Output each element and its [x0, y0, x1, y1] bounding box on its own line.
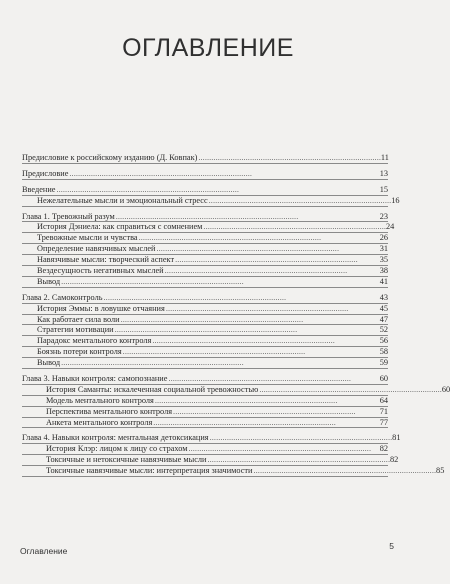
toc-entry-title: Нежелательные мысли и эмоциональный стресс [37, 195, 208, 205]
toc-entry-page: 41 [379, 276, 388, 286]
toc-subentry [22, 315, 388, 326]
dot-leader [69, 169, 378, 179]
toc-entry-title: Вывод [37, 276, 61, 286]
toc-entry-page: 45 [379, 303, 388, 313]
toc-entry-page: 82 [379, 444, 388, 454]
table-of-contents [22, 153, 450, 482]
dot-leader [210, 433, 392, 443]
toc-entry [22, 433, 401, 444]
dot-leader [168, 374, 378, 384]
toc-entry-title: Вездесущность негативных мыслей [37, 266, 164, 276]
toc-entry-page: 85 [436, 466, 445, 476]
toc-entry-title: Как работает сила воли [37, 314, 120, 324]
toc-section [22, 433, 445, 477]
toc-entry-title: Перспектива ментального контроля [46, 406, 173, 416]
toc-entry-page: 11 [380, 153, 389, 162]
toc-subentry [22, 233, 388, 244]
toc-entry [22, 153, 388, 164]
toc-entry-page: 60 [441, 384, 450, 394]
toc-entry-title: Токсичные и нетоксичные навязчивые мысли [46, 455, 207, 465]
toc-entry-page: 43 [379, 292, 388, 302]
toc-entry-title: История Клэр: лицом к лицу со страхом [46, 444, 188, 454]
dot-leader [116, 212, 379, 222]
toc-entry-page: 71 [379, 406, 388, 416]
toc-subentry [22, 407, 388, 418]
toc-entry-title: Глава 2. Самоконтроль [22, 292, 103, 302]
toc-entry-page: 16 [391, 195, 400, 205]
toc-entry-page: 82 [390, 455, 399, 465]
dot-leader [188, 444, 378, 454]
dot-leader [166, 304, 379, 314]
dot-leader [155, 396, 379, 406]
dot-leader [254, 466, 436, 476]
toc-subentry [22, 418, 388, 429]
toc-section [22, 374, 450, 428]
dot-leader [207, 455, 389, 465]
dot-leader [156, 244, 378, 254]
toc-section [22, 293, 388, 369]
toc-subentry [22, 304, 388, 315]
toc-entry-title: Модель ментального контроля [46, 395, 154, 405]
dot-leader [115, 325, 379, 335]
dot-leader [209, 196, 391, 206]
toc-entry-page: 77 [379, 417, 388, 427]
toc-entry-title: Определение навязчивых мыслей [37, 244, 156, 254]
dot-leader [175, 255, 379, 265]
toc-subentry [22, 244, 388, 255]
toc-section [22, 184, 400, 207]
toc-entry-title: Боязнь потери контроля [37, 347, 122, 357]
toc-entry-page: 24 [385, 222, 395, 232]
dot-leader [56, 185, 378, 195]
toc-entry-title: Тревожные мысли и чувства [37, 233, 138, 243]
toc-entry-page: 52 [379, 325, 388, 335]
toc-entry-title: Вывод [37, 358, 61, 368]
toc-entry [22, 169, 388, 180]
page-title: ОГЛАВЛЕНИЕ [122, 34, 294, 62]
toc-subentry [22, 466, 445, 477]
dot-leader [61, 358, 379, 368]
toc-section [22, 153, 388, 164]
toc-entry-page: 58 [379, 347, 388, 357]
toc-subentry [22, 384, 450, 396]
dot-leader [259, 385, 441, 395]
toc-entry-title: Парадокс ментального контроля [37, 336, 152, 346]
running-footer: Оглавление [20, 546, 68, 556]
toc-entry-page: 56 [379, 336, 388, 346]
toc-entry-page: 47 [379, 314, 388, 324]
toc-entry-page: 38 [379, 266, 388, 276]
toc-entry-page: 31 [379, 244, 388, 254]
toc-subentry [22, 277, 388, 288]
toc-subentry [22, 444, 388, 455]
toc-entry-title: Глава 3. Навыки контроля: самопознание [22, 374, 168, 384]
dot-leader [139, 233, 379, 243]
toc-entry [22, 293, 388, 304]
dot-leader [61, 277, 379, 287]
toc-entry-page: 13 [379, 168, 388, 178]
dot-leader [165, 266, 379, 276]
toc-subentry [22, 347, 388, 358]
dot-leader [152, 336, 378, 346]
toc-subentry [22, 336, 388, 347]
dot-leader [104, 293, 379, 303]
toc-entry-title: Введение [22, 184, 56, 194]
toc-entry-title: Стратегии мотивации [37, 325, 114, 335]
toc-section [22, 211, 395, 288]
dot-leader [153, 418, 378, 428]
dot-leader [198, 153, 380, 163]
toc-entry-page: 64 [379, 395, 388, 405]
dot-leader [121, 315, 379, 325]
dot-leader [203, 222, 385, 232]
toc-entry-page: 60 [379, 374, 388, 384]
toc-entry-title: Навязчивые мысли: творческий аспект [37, 255, 175, 265]
toc-subentry [22, 396, 388, 407]
toc-subentry [22, 195, 400, 207]
dot-leader [173, 407, 379, 417]
toc-entry-title: Глава 1. Тревожный разум [22, 211, 115, 221]
toc-entry-title: Предисловие [22, 168, 69, 178]
toc-subentry [22, 358, 388, 369]
toc-subentry [22, 266, 388, 277]
toc-section [22, 169, 388, 180]
toc-entry-page: 15 [379, 184, 388, 194]
toc-entry-page: 59 [379, 358, 388, 368]
toc-entry-page: 81 [392, 433, 401, 443]
toc-entry-title: Анкета ментального контроля [46, 417, 153, 427]
toc-subentry [22, 255, 388, 266]
toc-entry [22, 212, 388, 223]
toc-entry-page: 35 [379, 255, 388, 265]
toc-entry-title: История Дэниела: как справиться с сомнением [37, 222, 203, 232]
toc-subentry [22, 455, 399, 466]
toc-entry-title: История Эммы: в ловушке отчаяния [37, 303, 165, 313]
toc-entry-page: 23 [379, 211, 388, 221]
toc-entry-title: История Саманты: искалеченная социальной тревожностью [46, 384, 259, 394]
toc-entry [22, 185, 388, 196]
page-number: 5 [389, 541, 394, 551]
toc-subentry [22, 222, 395, 233]
toc-subentry [22, 325, 388, 336]
toc-entry [22, 374, 388, 385]
toc-entry-page: 26 [379, 233, 388, 243]
dot-leader [123, 347, 379, 357]
toc-entry-title: Предисловие к российскому изданию (Д. Ковпак) [22, 153, 198, 162]
toc-entry-title: Глава 4. Навыки контроля: ментальная детоксикация [22, 433, 209, 443]
toc-entry-title: Токсичные навязчивые мысли: интерпретация значимости [46, 466, 253, 476]
